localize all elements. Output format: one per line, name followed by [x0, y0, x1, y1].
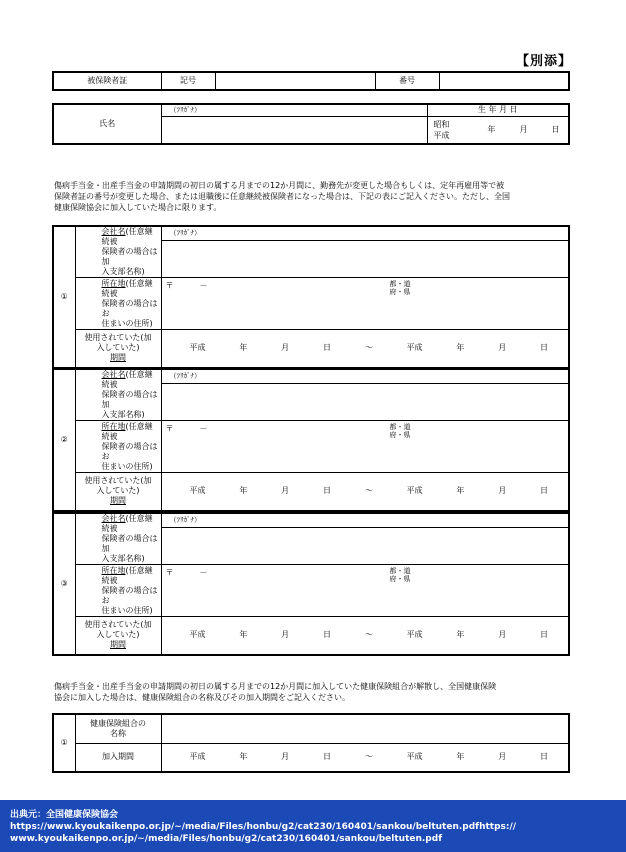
name-field[interactable] — [161, 116, 427, 144]
period-heisei-start: 平成 — [189, 343, 206, 353]
period-tilde: ～ — [364, 486, 373, 496]
employer-number: ① — [53, 226, 75, 368]
period-tilde: ～ — [364, 343, 373, 353]
union-period-row — [162, 752, 569, 762]
period-month-end: 月 — [498, 630, 507, 640]
period-day-end: 日 — [540, 486, 548, 496]
prefecture-label: 都・道 府・県 — [389, 280, 411, 296]
postal-dash: － — [199, 568, 208, 577]
employment-period-row — [162, 486, 569, 496]
company-name-label: 会社名(任意継続被 保険者の場合は加 入支部名称) — [75, 226, 161, 278]
employer-number: ② — [53, 369, 75, 511]
company-furigana: （ﾌﾘｶﾞﾅ） — [161, 226, 569, 240]
prefecture-label: 都・道 府・県 — [389, 423, 411, 439]
insured-card-table — [52, 71, 570, 91]
period-tilde: ～ — [364, 630, 373, 640]
union-name-label: 健康保険組合の 名称 — [75, 714, 161, 743]
period-year-end: 年 — [456, 486, 465, 496]
era-showa: 昭和 — [433, 119, 450, 129]
postal-mark: 〒 — [165, 281, 174, 290]
postal-dash: － — [199, 424, 208, 433]
source-footer — [0, 800, 626, 852]
period-year-end: 年 — [456, 343, 465, 353]
employment-period-row — [162, 630, 569, 640]
employment-period-row — [162, 343, 569, 353]
employment-period-label: 使用されていた(加 入していた) 期間 — [75, 473, 161, 511]
period-year-end: 年 — [456, 630, 465, 640]
company-name-label: 会社名(任意継続被 保険者の場合は加 入支部名称) — [75, 369, 161, 421]
union-number: ① — [53, 714, 75, 772]
company-name-field[interactable] — [161, 240, 569, 277]
company-furigana: （ﾌﾘｶﾞﾅ） — [161, 513, 569, 527]
period-month-start: 月 — [281, 630, 290, 640]
address-field[interactable] — [161, 278, 569, 330]
attachment-label: 【別添】 — [515, 54, 572, 69]
period-month-start: 月 — [281, 486, 290, 496]
period-day-start: 日 — [322, 752, 331, 762]
union-period-field[interactable] — [161, 743, 569, 772]
period-month-start: 月 — [281, 343, 290, 353]
name-table — [52, 103, 570, 145]
period-tilde: ～ — [364, 752, 373, 762]
company-furigana: （ﾌﾘｶﾞﾅ） — [161, 369, 569, 383]
birth-month-label: 月 — [519, 124, 528, 134]
period-heisei-start: 平成 — [189, 630, 206, 640]
footer-url-1[interactable]: https://www.kyoukaikenpo.or.jp/~/media/Files/honbu/g2/cat230/160401/sankou/beltuten.pdfhttps:// — [10, 822, 517, 832]
company-name-field[interactable] — [161, 527, 569, 564]
symbol-label: 記号 — [161, 72, 215, 90]
address-label: 所在地(任意継続被 保険者の場合はお 住まいの住所) — [75, 278, 161, 330]
address-label: 所在地(任意継続被 保険者の場合はお 住まいの住所) — [75, 565, 161, 617]
employer-number: ③ — [53, 513, 75, 655]
period-year-start: 年 — [239, 630, 248, 640]
symbol-field[interactable] — [215, 72, 375, 90]
name-label: 氏名 — [53, 104, 161, 144]
period-month-start: 月 — [281, 752, 290, 762]
address-field[interactable] — [161, 421, 569, 473]
instruction-paragraph-1: 傷病手当金・出産手当金の申請期間の初日の属する月までの12か月間に、勤務先が変更した場合もしくは、定年再雇用等で被 保険者証の番号が変更した場合、または退職後に任意継続被保険者になった場合は、下記の表にご記入ください。ただし、全国 健康保険協会に加入していた場合に限ります。 — [54, 181, 510, 212]
period-month-end: 月 — [498, 486, 507, 496]
postal-dash: － — [199, 281, 208, 290]
period-day-start: 日 — [322, 486, 331, 496]
period-year-start: 年 — [239, 752, 248, 762]
prefecture-label: 都・道 府・県 — [389, 567, 411, 583]
period-month-end: 月 — [498, 343, 507, 353]
period-day-end: 日 — [540, 343, 548, 353]
period-heisei-end: 平成 — [406, 630, 423, 640]
postal-mark: 〒 — [165, 424, 174, 433]
period-day-end: 日 — [540, 752, 548, 762]
instruction-paragraph-2: 傷病手当金・出産手当金の申請期間の初日の属する月までの12か月間に加入していた健康保険組合が解散し、全国健康保険 協会に加入した場合は、健康保険組合の名称及びその加入期間をご記入ください。 — [54, 682, 497, 702]
period-year-start: 年 — [239, 486, 248, 496]
period-month-end: 月 — [498, 752, 507, 762]
period-day-start: 日 — [322, 630, 331, 640]
number-label: 番号 — [375, 72, 439, 90]
birth-year-label: 年 — [487, 124, 496, 134]
era-heisei: 平成 — [433, 130, 450, 140]
employer-table-3 — [52, 512, 570, 656]
company-name-label: 会社名(任意継続被 保険者の場合は加 入支部名称) — [75, 513, 161, 565]
footer-source: 出典元：全国健康保険協会 — [10, 810, 119, 820]
period-heisei-end: 平成 — [406, 486, 423, 496]
address-label: 所在地(任意継続被 保険者の場合はお 住まいの住所) — [75, 421, 161, 473]
employment-period-field[interactable] — [161, 330, 569, 368]
period-day-start: 日 — [322, 343, 331, 353]
union-table — [52, 713, 570, 773]
birthdate-field[interactable] — [427, 116, 569, 144]
employment-period-label: 使用されていた(加 入していた) 期間 — [75, 617, 161, 655]
company-name-field[interactable] — [161, 383, 569, 420]
period-heisei-start: 平成 — [189, 486, 206, 496]
footer-url-2[interactable]: www.kyoukaikenpo.or.jp/~/media/Files/honbu/g2/cat230/160401/sankou/beltuten.pdf — [10, 834, 443, 844]
union-name-field[interactable] — [161, 714, 569, 743]
employment-period-label: 使用されていた(加 入していた) 期間 — [75, 330, 161, 368]
period-day-end: 日 — [540, 630, 548, 640]
period-heisei-end: 平成 — [406, 752, 423, 762]
period-heisei-end: 平成 — [406, 343, 423, 353]
employer-table-2 — [52, 368, 570, 512]
union-period-label: 加入期間 — [75, 743, 161, 772]
name-furigana: （ﾌﾘｶﾞﾅ） — [161, 104, 427, 116]
period-year-start: 年 — [239, 343, 248, 353]
birthdate-header: 生 年 月 日 — [427, 104, 569, 116]
birth-day-label: 日 — [551, 124, 560, 134]
employment-period-field[interactable] — [161, 473, 569, 511]
address-field[interactable] — [161, 565, 569, 617]
period-heisei-start: 平成 — [189, 752, 206, 762]
period-year-end: 年 — [456, 752, 465, 762]
number-field[interactable] — [439, 72, 569, 90]
insured-card-label: 被保険者証 — [53, 72, 161, 90]
postal-mark: 〒 — [165, 568, 174, 577]
employment-period-field[interactable] — [161, 617, 569, 655]
employer-table-1 — [52, 225, 570, 369]
